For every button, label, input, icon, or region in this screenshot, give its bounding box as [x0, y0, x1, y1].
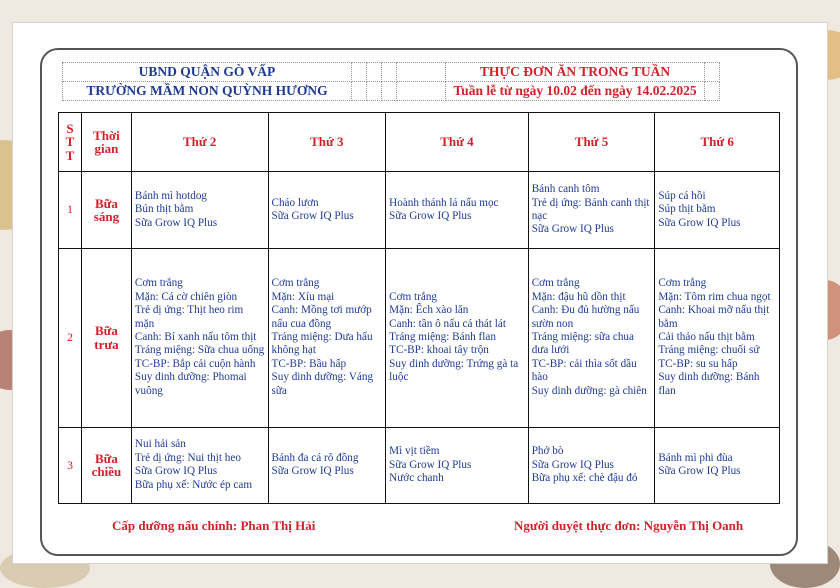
dish-line: Cháo lươn — [271, 196, 319, 209]
dish-line: Hoành thánh lá nấu mọc — [389, 196, 499, 209]
dish-line: Cơm trắng — [658, 277, 707, 290]
table-row — [59, 427, 780, 503]
dish-line: Sữa Grow IQ Plus — [271, 465, 354, 478]
dish-line: TC-BP: Bầu hấp — [271, 357, 347, 370]
dish-line: Cơm trắng — [134, 277, 183, 290]
dish-line: Súp thịt bằm — [658, 203, 716, 216]
dish-line: Suy dinh dưỡng: Váng sữa — [271, 371, 374, 397]
dish-line: Phở bò — [531, 445, 564, 458]
dish-line: Bữa phụ xế: chè đậu đỏ — [531, 472, 638, 484]
dish-line: Trẻ dị ứng: Bánh canh thịt nạc — [531, 196, 650, 222]
dish-line: TC-BP: cải thìa sốt dầu hào — [531, 357, 637, 384]
menu-cell — [528, 248, 655, 427]
menu-cell — [131, 248, 268, 427]
dish-line: Nước chanh — [389, 472, 444, 484]
day-header-mon: Thứ 2 — [131, 113, 268, 172]
dish-line: Canh: Bí xanh nấu tôm thịt — [134, 330, 257, 343]
dish-line: Tráng miệng: sữa chua dưa lưới — [531, 330, 634, 357]
dish-line: Tráng miệng: Dưa hấu không hạt — [271, 330, 373, 357]
dish-line: Sữa Grow IQ Plus — [658, 465, 741, 478]
menu-cell — [268, 248, 386, 427]
dish-line: Sữa Grow IQ Plus — [134, 216, 218, 229]
dish-line: Canh: Khoai mỡ nấu thịt bằm — [658, 304, 770, 330]
meal-name: Bữa chiều — [81, 427, 131, 503]
dish-line: Sữa Grow IQ Plus — [389, 209, 472, 222]
table-row — [59, 172, 780, 248]
table-header-row — [59, 113, 780, 172]
dish-line: Suy dinh dưỡng: Bánh flan — [658, 371, 760, 397]
dish-line: Bánh mì hotdog — [134, 189, 208, 202]
meal-name: Bữa trưa — [81, 248, 131, 427]
dish-line: Bánh đa cá rô đồng — [271, 451, 359, 464]
dish-line: Mì vịt tiềm — [389, 445, 440, 458]
dish-line: Cơm trắng — [271, 277, 320, 290]
menu-cell — [268, 172, 386, 248]
dish-line: Suy dinh dưỡng: gà chiên — [531, 384, 647, 397]
dish-line: Mặn: Ếch xào lăn — [389, 304, 469, 317]
meal-name: Bữa sáng — [81, 172, 131, 248]
dish-line: Tráng miệng: chuối sứ — [658, 344, 760, 357]
table-row — [59, 248, 780, 427]
menu-approver: Người duyệt thực đơn: Nguyễn Thị Oanh — [514, 518, 744, 533]
dish-line: Trẻ dị ứng: Thịt heo rim mặn — [134, 304, 244, 330]
menu-cell — [386, 427, 529, 503]
week-range: Tuần lễ từ ngày 10.02 đến ngày 14.02.2025 — [446, 82, 705, 101]
row-number: 1 — [59, 172, 82, 248]
dish-line: TC-BP: khoai tây trộn — [389, 344, 489, 357]
dish-line: Canh: Đu đủ hường nấu sườn non — [531, 304, 640, 330]
menu-cell — [655, 427, 780, 503]
dish-line: Cải thảo nấu thịt bằm — [658, 330, 755, 343]
dish-line: Canh: Mồng tơi mướp nấu cua đồng — [271, 304, 372, 330]
dish-line: Sữa Grow IQ Plus — [134, 465, 218, 478]
dish-line: Suy dinh dưỡng: Trứng gà ta luộc — [389, 357, 519, 384]
stt-header: S T T — [59, 113, 82, 172]
dish-line: Mặn: Xíu mại — [271, 290, 335, 303]
day-header-wed: Thứ 4 — [386, 113, 529, 172]
menu-cell — [386, 248, 529, 427]
dish-line: Cơm trắng — [389, 290, 438, 303]
day-header-thu: Thứ 5 — [528, 113, 655, 172]
district-name: UBND QUẬN GÒ VẤP — [63, 63, 352, 82]
dish-line: TC-BP: su su hấp — [658, 357, 738, 370]
dish-line: Tráng miệng: Bánh flan — [389, 330, 496, 343]
dish-line: Mặn: Tôm rim chua ngọt — [658, 290, 771, 303]
dish-line: Mặn: Cá cờ chiên giòn — [134, 290, 238, 303]
school-name: TRƯỜNG MẦM NON QUỲNH HƯƠNG — [63, 82, 352, 101]
menu-cell — [655, 172, 780, 248]
day-header-tue: Thứ 3 — [268, 113, 386, 172]
menu-cell — [528, 172, 655, 248]
time-header: Thời gian — [81, 113, 131, 172]
dish-line: Sữa Grow IQ Plus — [271, 209, 354, 222]
menu-cell — [386, 172, 529, 248]
dish-line: Tráng miệng: Sữa chua uống — [134, 344, 265, 357]
dish-line: Sữa Grow IQ Plus — [531, 458, 614, 471]
head-cook: Cấp dưỡng nấu chính: Phan Thị Hải — [112, 518, 316, 533]
document-header — [62, 62, 720, 101]
dish-line: Cơm trắng — [531, 277, 580, 290]
dish-line: Bữa phụ xế: Nước ép cam — [134, 478, 253, 491]
dish-line: Canh: tần ô nấu cá thát lát — [389, 317, 506, 330]
menu-cell — [528, 427, 655, 503]
dish-line: Mặn: đậu hũ dồn thịt — [531, 290, 626, 303]
dish-line: Nui hải sản — [134, 438, 186, 451]
dish-line: Súp cá hồi — [658, 189, 706, 202]
dish-line: Bánh mì phi đùa — [658, 451, 733, 464]
menu-cell — [268, 427, 386, 503]
menu-cell — [655, 248, 780, 427]
dish-line: Bánh canh tôm — [531, 183, 600, 196]
row-number: 2 — [59, 248, 82, 427]
row-number: 3 — [59, 427, 82, 503]
menu-cell — [131, 427, 268, 503]
day-header-fri: Thứ 6 — [655, 113, 780, 172]
dish-line: Bún thịt bằm — [134, 203, 194, 216]
menu-cell — [131, 172, 268, 248]
dish-line: TC-BP: Bắp cải cuộn hành — [134, 357, 256, 370]
dish-line: Suy dinh dưỡng: Phomai vuông — [134, 371, 247, 397]
dish-line: Sữa Grow IQ Plus — [531, 223, 614, 236]
dish-line: Sữa Grow IQ Plus — [658, 216, 741, 229]
dish-line: Trẻ dị ứng: Nui thịt heo — [134, 451, 241, 464]
menu-title: THỰC ĐƠN ĂN TRONG TUẦN — [446, 63, 705, 82]
weekly-menu-table — [58, 112, 780, 504]
dish-line: Sữa Grow IQ Plus — [389, 458, 472, 471]
